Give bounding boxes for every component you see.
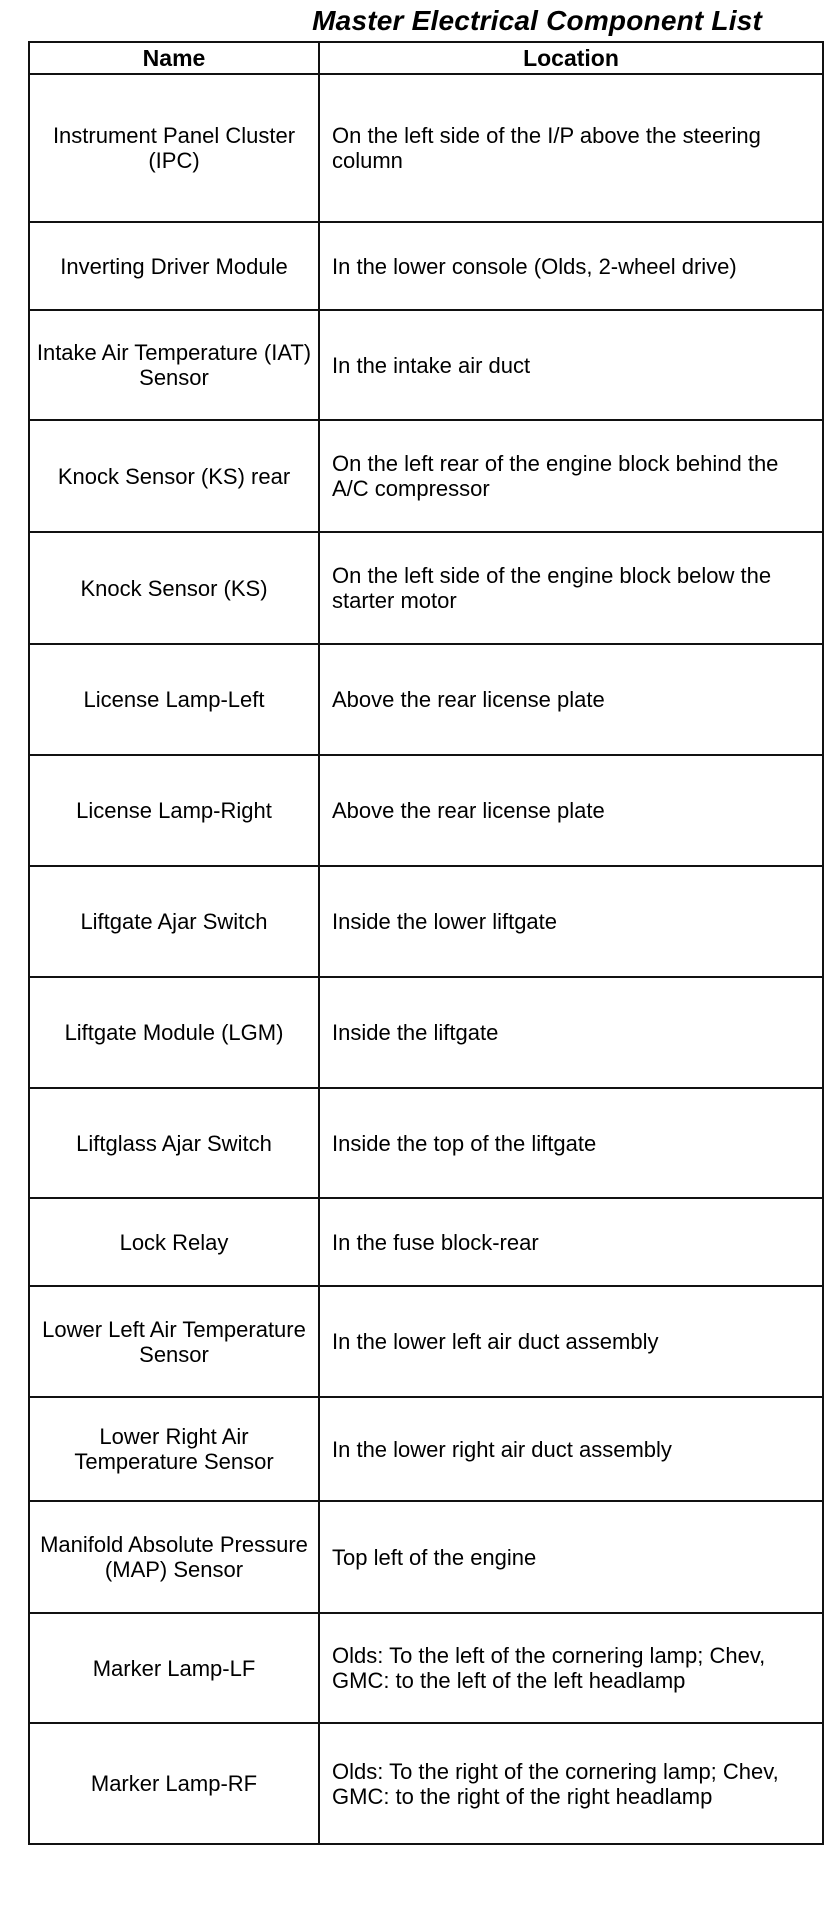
component-name: License Lamp-Left	[29, 644, 319, 755]
component-location: In the intake air duct	[319, 310, 823, 420]
component-name: Lower Left Air Temperature Sensor	[29, 1286, 319, 1397]
component-name: Inverting Driver Module	[29, 222, 319, 310]
table-header-row	[29, 42, 823, 74]
component-name: Manifold Absolute Pressure (MAP) Sensor	[29, 1501, 319, 1613]
component-location: Olds: To the right of the cornering lamp; Chev, GMC: to the right of the right headlamp	[319, 1723, 823, 1844]
table-row	[29, 1286, 823, 1397]
component-location: Olds: To the left of the cornering lamp; Chev, GMC: to the left of the left headlamp	[319, 1613, 823, 1723]
table-row	[29, 1198, 823, 1286]
table-row	[29, 1088, 823, 1198]
component-table	[28, 41, 824, 1845]
table-row	[29, 644, 823, 755]
component-location: In the lower right air duct assembly	[319, 1397, 823, 1501]
component-location: In the fuse block-rear	[319, 1198, 823, 1286]
table-row	[29, 310, 823, 420]
component-location: Top left of the engine	[319, 1501, 823, 1613]
component-location: In the lower console (Olds, 2-wheel drive)	[319, 222, 823, 310]
component-location: Above the rear license plate	[319, 644, 823, 755]
table-row	[29, 1397, 823, 1501]
table-row	[29, 866, 823, 977]
component-name: Marker Lamp-LF	[29, 1613, 319, 1723]
table-row	[29, 755, 823, 866]
component-location: Inside the liftgate	[319, 977, 823, 1088]
table-row	[29, 74, 823, 222]
component-name: Liftgate Ajar Switch	[29, 866, 319, 977]
component-location: In the lower left air duct assembly	[319, 1286, 823, 1397]
component-name: Intake Air Temperature (IAT) Sensor	[29, 310, 319, 420]
table-row	[29, 420, 823, 532]
table-row	[29, 532, 823, 644]
component-name: Marker Lamp-RF	[29, 1723, 319, 1844]
component-location: On the left side of the I/P above the steering column	[319, 74, 823, 222]
table-row	[29, 977, 823, 1088]
table-row	[29, 222, 823, 310]
component-location: Inside the top of the liftgate	[319, 1088, 823, 1198]
component-location: On the left rear of the engine block behind the A/C compressor	[319, 420, 823, 532]
component-name: Liftglass Ajar Switch	[29, 1088, 319, 1198]
header-location: Location	[319, 42, 823, 74]
header-name: Name	[29, 42, 319, 74]
document-title: Master Electrical Component List	[312, 5, 762, 36]
component-name: Lower Right Air Temperature Sensor	[29, 1397, 319, 1501]
component-location: On the left side of the engine block below the starter motor	[319, 532, 823, 644]
component-name: License Lamp-Right	[29, 755, 319, 866]
table-row	[29, 1501, 823, 1613]
component-name: Lock Relay	[29, 1198, 319, 1286]
component-name: Liftgate Module (LGM)	[29, 977, 319, 1088]
component-name: Knock Sensor (KS) rear	[29, 420, 319, 532]
component-name: Instrument Panel Cluster (IPC)	[29, 74, 319, 222]
table-row	[29, 1613, 823, 1723]
component-name: Knock Sensor (KS)	[29, 532, 319, 644]
table-row	[29, 1723, 823, 1844]
component-location: Above the rear license plate	[319, 755, 823, 866]
component-location: Inside the lower liftgate	[319, 866, 823, 977]
